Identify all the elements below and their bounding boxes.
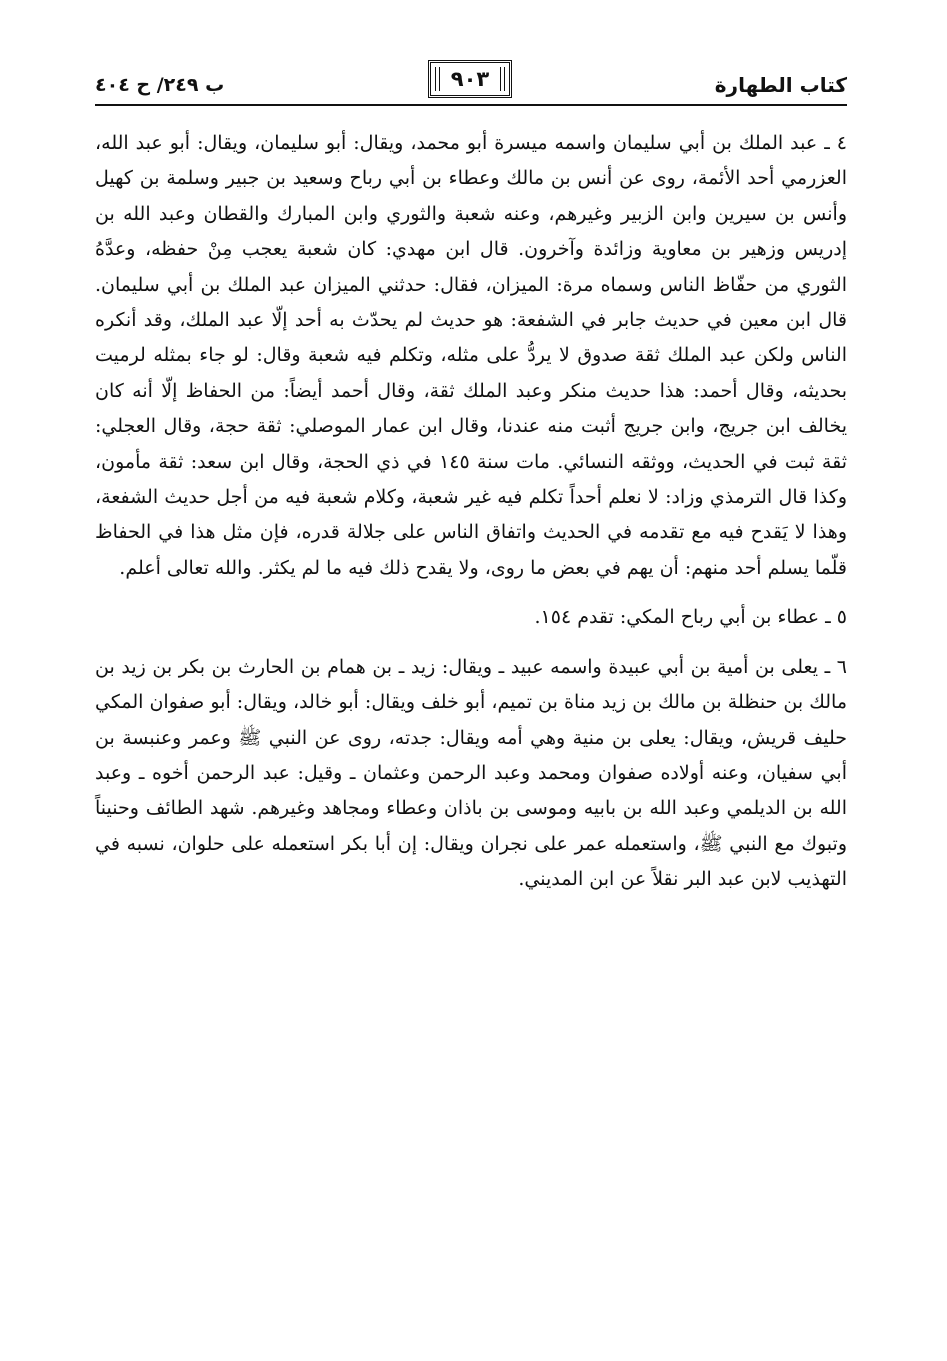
page-number: ٩٠٣: [450, 67, 490, 91]
page-header: [95, 60, 847, 100]
chapter-hadith-reference: ب ٢٤٩/ ح ٤٠٤: [95, 74, 225, 96]
page-body: [95, 126, 847, 912]
book-title: كتاب الطهارة: [714, 73, 847, 97]
narrator-entry-4: ٤ ـ عبد الملك بن أبي سليمان واسمه ميسرة أبو محمد، ويقال: أبو سليمان، ويقال: أبو عبد الله، العزرمي أحد الأئمة، روى عن أنس بن مالك وعطاء بن أبي رباح وسعيد بن جبير وسلمة بن كهيل وأنس بن سيرين وابن الزبير وغيرهم، وعنه شعبة والثوري وابن المبارك والقطان وعبد الله بن إدريس وزهير بن معاوية وزائدة وآخرون. قال ابن مهدي: كان شعبة يعجب مِنْ حفظه، وعدَّهُ الثوري من حفّاظ الناس وسماه مرة: الميزان، فقال: حدثني الميزان عبد الملك بن أبي سليمان. قال ابن معين في حديث جابر في الشفعة: هو حديث لم يحدّث به أحد إلّا عبد الملك، وقد أنكره الناس ولكن عبد الملك ثقة صدوق لا يردُّ على مثله، وتكلم فيه شعبة وقال: لو جاء بمثله لرميت بحديثه، وقال أحمد: هذا حديث منكر وعبد الملك ثقة، وقال أحمد أيضاً: من الحفاظ إلّا أنه كان يخالف ابن جريج، وابن جريج أثبت منه عندنا، وقال ابن عمار الموصلي: ثقة حجة، وقال العجلي: ثقة ثبت في الحديث، ووثقه النسائي. مات سنة ١٤٥ في ذي الحجة، وقال ابن سعد: ثقة مأمون، وكذا قال الترمذي وزاد: لا نعلم أحداً تكلم فيه غير شعبة، وكلام شعبة فيه من أجل حديث الشفعة، وهذا لا يَقدح فيه مع تقدمه في الحديث واتفاق الناس على جلالة قدره، فإن مثل هذا في الحفاظ قلّما يسلم أحد منهم: أن يهم في بعض ما روى، ولا يقدح ذلك فيه ما لم يكثر. والله تعالى أعلم.: [95, 132, 847, 579]
narrator-entry-5: ٥ ـ عطاء بن أبي رباح المكي: تقدم ١٥٤.: [534, 606, 847, 629]
header-divider: [95, 104, 847, 106]
page-number-frame: [428, 60, 512, 98]
narrator-entry-6: ٦ ـ يعلى بن أمية بن أبي عبيدة واسمه عبيد ـ ويقال: زيد ـ بن همام بن الحارث بن بكر بن زيد بن مالك بن حنظلة بن مالك بن زيد مناة بن تميم، أبو خلف ويقال: أبو خالد، ويقال: أبو صفوان المكي حليف قريش، ويقال: يعلى بن منية وهي أمه ويقال: جدته، روى عن النبي ﷺ وعمر وعنبسة بن أبي سفيان، وعنه أولاده صفوان ومحمد وعبد الرحمن وعثمان ـ وقيل: عبد الرحمن أخوه ـ وعبد الله بن الديلمي وعبد الله بن بابيه وموسى بن باذان وعطاء ومجاهد وغيرهم. شهد الطائف وحنيناً وتبوك مع النبي ﷺ، واستعمله عمر على نجران ويقال: إن أبا بكر استعمله على حلوان، نسبه في التهذيب لابن عبد البر نقلاً عن ابن المديني.: [95, 655, 847, 891]
